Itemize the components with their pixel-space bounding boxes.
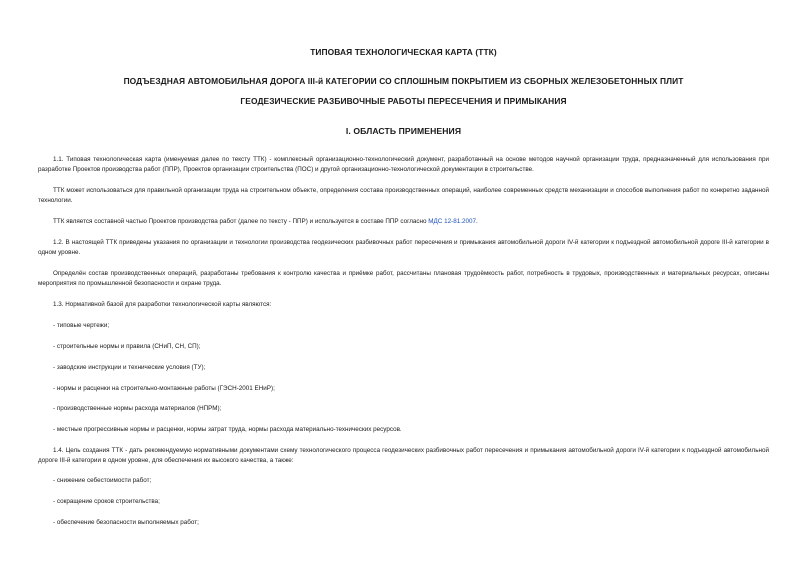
document-subject-heading: ПОДЪЕЗДНАЯ АВТОМОБИЛЬНАЯ ДОРОГА III-й КАТЕГОРИИ СО СПЛОШНЫМ ПОКРЫТИЕМ ИЗ СБОРНЫХ ЖЕЛЕЗОБЕТОННЫХ ПЛИТ — [123, 76, 684, 86]
list-item: - заводские инструкции и технические условия (ТУ); — [53, 364, 206, 371]
mds-document-link[interactable]: МДС 12-81.2007 — [428, 218, 476, 225]
paragraph-1-1: 1.1. Типовая технологическая карта (именуемая далее по тексту ТТК) - комплексный организационно-технологический документ, разработанный на основе методов научной организации труда, предназначенный для использования при разработке Проектов производства работ (ППР), Проектов организации строительства (ПОС) и другой организационно-технологической документации в строительстве. — [38, 156, 769, 174]
list-item: - обеспечение безопасности выполняемых работ; — [53, 519, 199, 526]
list-item: - типовые чертежи; — [53, 322, 110, 329]
section-heading: I. ОБЛАСТЬ ПРИМЕНЕНИЯ — [345, 126, 462, 136]
paragraph-part-of-ppr — [38, 217, 769, 227]
list-item: - производственные нормы расхода материалов (НПРМ); — [53, 405, 222, 412]
paragraph-part-text: ТТК является составной частью Проектов производства работ (далее по тексту - ППР) и используется в составе ППР согласно — [53, 218, 429, 225]
paragraph-defined-operations: Определён состав производственных операций, разработаны требования к контролю качества и приёмке работ, рассчитаны плановая трудоёмкость работ, потребность в трудовых, производственных и материальных ресурсах, описаны мероприятия по промышленной безопасности и охране труда. — [38, 270, 769, 288]
document-title: ТИПОВАЯ ТЕХНОЛОГИЧЕСКАЯ КАРТА (ТТК) — [310, 47, 497, 57]
list-item: - снижение себестоимости работ; — [53, 477, 152, 484]
paragraph-1-2: 1.2. В настоящей ТТК приведены указания по организации и технологии производства геодезических разбивочных работ пересечения и примыкания автомобильной дороги IV-й категории к подъездной автомобильной дороге III-й категории в одном уровне. — [38, 239, 769, 257]
paragraph-1-3: 1.3. Нормативной базой для разработки технологической карты являются: — [53, 301, 272, 308]
works-heading: ГЕОДЕЗИЧЕСКИЕ РАЗБИВОЧНЫЕ РАБОТЫ ПЕРЕСЕЧЕНИЯ И ПРИМЫКАНИЯ — [240, 96, 567, 106]
list-item: - строительные нормы и правила (СНиП, СН, СП); — [53, 343, 201, 350]
paragraph-part-end: . — [475, 218, 478, 225]
list-item: - сокращение сроков строительства; — [53, 498, 160, 505]
paragraph-usage: ТТК может использоваться для правильной организации труда на строительном объекте, определения состава производственных операций, наиболее современных средств механизации и способов выполнения работ по конкретно заданной технологии. — [38, 187, 769, 205]
list-item: - местные прогрессивные нормы и расценки, нормы затрат труда, нормы расхода материально-технических ресурсов. — [53, 426, 402, 433]
paragraph-1-4: 1.4. Цель создания ТТК - дать рекомендуемую нормативными документами схему технологического процесса геодезических разбивочных работ пересечения и примыкания автомобильной дороги IV-й категории к подъездной автомобильной дороге III-й категории в одном уровне, для обеспечения их высокого качества, а также: — [38, 447, 769, 465]
list-item: - нормы и расценки на строительно-монтажные работы (ГЭСН-2001 ЕНиР); — [53, 385, 275, 392]
